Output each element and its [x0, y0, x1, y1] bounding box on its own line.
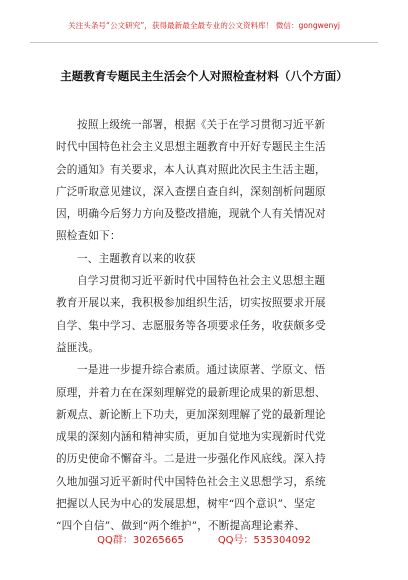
- body-line: 益匪浅。: [56, 341, 100, 354]
- body-line: 把握以人民为中心的发展思想，树牢“四个意识”、坚定: [56, 498, 316, 511]
- body-line: 按照上级统一部署，根据《关于在学习贯彻习近平新: [77, 119, 326, 131]
- body-line: 自学习贯彻习近平新时代中国特色社会主义思想主题: [77, 275, 326, 288]
- body-line: 成果的深刻内涵和精神实质，更加自觉地为实现新时代党: [56, 431, 326, 444]
- header-text: 关注头条号“公文研究”，获得最新最全最专业的公文资料库！ 微信：gongwenyj: [68, 21, 340, 30]
- body-line: 自学、集中学习、志愿服务等各项要求任务，收获颇多受: [56, 319, 326, 332]
- page-header-banner: [30, 20, 378, 43]
- body-line: 时代中国特色社会主义思想主题教育中开好专题民主生活: [56, 141, 326, 154]
- body-line: 久地加强习近平新时代中国特色社会主义思想学习，系统: [56, 475, 326, 488]
- body-line: 原理，并着力在在深刻理解党的最新理论成果的新思想、: [56, 386, 326, 399]
- document-body: [56, 114, 356, 538]
- body-line: 的历史使命不懈奋斗。二是进一步强化作风底线。深入持: [56, 453, 326, 466]
- body-line: 教育开展以来，我积极参加组织生活，切实按照要求开展: [56, 297, 326, 310]
- body-line: “四个自信”、做到“两个维护”，不断提高理论素养、: [56, 520, 306, 533]
- body-line: 照检查如下：: [56, 230, 121, 243]
- section-heading: 一、主题教育以来的收获: [77, 252, 196, 265]
- body-line: 因，明确今后努力方向及整改措施，现就个人有关情况对: [56, 208, 326, 221]
- body-line: 一是进一步提升综合素质。通过读原著、学原文、悟: [77, 364, 326, 377]
- footer-qq-group: QQ群：30265665: [97, 535, 184, 546]
- footer-qq-number: QQ号：535304092: [217, 535, 311, 546]
- page-footer: [0, 531, 408, 546]
- body-line: 新观点、新论断上下功夫，更加深刻理解了党的最新理论: [56, 408, 326, 421]
- body-line: 会的通知》有关要求，本人认真对照此次民主生活主题，: [56, 163, 326, 176]
- document-title: 主题教育专题民主生活会个人对照检查材料（八个方面）: [60, 69, 348, 83]
- body-line: 广泛听取意见建议，深入查摆自查自纠，深刻剖析问题原: [56, 185, 326, 198]
